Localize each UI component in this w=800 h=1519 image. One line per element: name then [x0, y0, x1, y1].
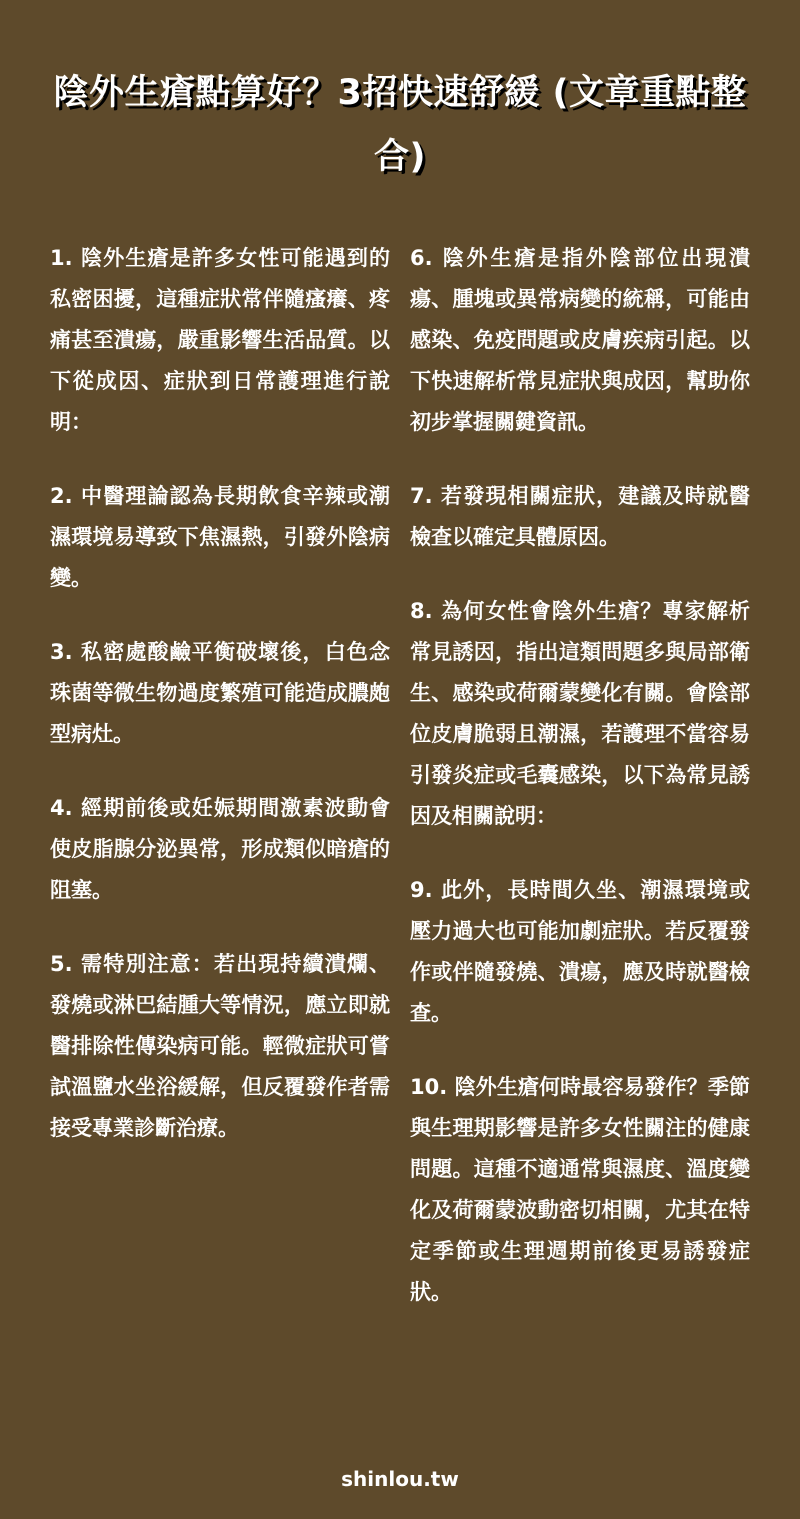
left-column — [50, 238, 390, 1182]
paragraph-3: 3. 私密處酸鹼平衡破壞後，白色念珠菌等微生物過度繁殖可能造成膿皰型病灶。 — [50, 640, 390, 746]
paragraph-7: 7. 若發現相關症狀，建議及時就醫檢查以確定具體原因。 — [410, 484, 750, 549]
paragraph-1: 1. 陰外生瘡是許多女性可能遇到的私密困擾，這種症狀常伴隨瘙癢、疼痛甚至潰瘍，嚴重影響生活品質。以下從成因、症狀到日常護理進行說明： — [50, 246, 390, 434]
right-column — [410, 238, 750, 1346]
paragraph-9: 9. 此外，長時間久坐、潮濕環境或壓力過大也可能加劇症狀。若反覆發作或伴隨發燒、潰瘍，應及時就醫檢查。 — [410, 878, 750, 1025]
paragraph-5: 5. 需特別注意：若出現持續潰爛、發燒或淋巴結腫大等情況，應立即就醫排除性傳染病可能。輕微症狀可嘗試溫鹽水坐浴緩解，但反覆發作者需接受專業診斷治療。 — [50, 952, 390, 1140]
site-domain: shinlou.tw — [341, 1467, 459, 1491]
paragraph-6: 6. 陰外生瘡是指外陰部位出現潰瘍、腫塊或異常病變的統稱，可能由感染、免疫問題或皮膚疾病引起。以下快速解析常見症狀與成因，幫助你初步掌握關鍵資訊。 — [410, 246, 750, 434]
paragraph-4: 4. 經期前後或妊娠期間激素波動會使皮脂腺分泌異常，形成類似暗瘡的阻塞。 — [50, 796, 390, 902]
paragraph-8: 8. 為何女性會陰外生瘡？專家解析常見誘因，指出這類問題多與局部衛生、感染或荷爾蒙變化有關。會陰部位皮膚脆弱且潮濕，若護理不當容易引發炎症或毛囊感染，以下為常見誘因及相關說明： — [410, 599, 750, 828]
paragraph-2: 2. 中醫理論認為長期飲食辛辣或潮濕環境易導致下焦濕熱，引發外陰病變。 — [50, 484, 390, 590]
page-title: 陰外生瘡點算好？3招快速舒緩 (文章重點整合) — [53, 73, 747, 178]
paragraph-10: 10. 陰外生瘡何時最容易發作？季節與生理期影響是許多女性關注的健康問題。這種不適通常與濕度、溫度變化及荷爾蒙波動密切相關，尤其在特定季節或生理週期前後更易誘發症狀。 — [410, 1075, 750, 1304]
